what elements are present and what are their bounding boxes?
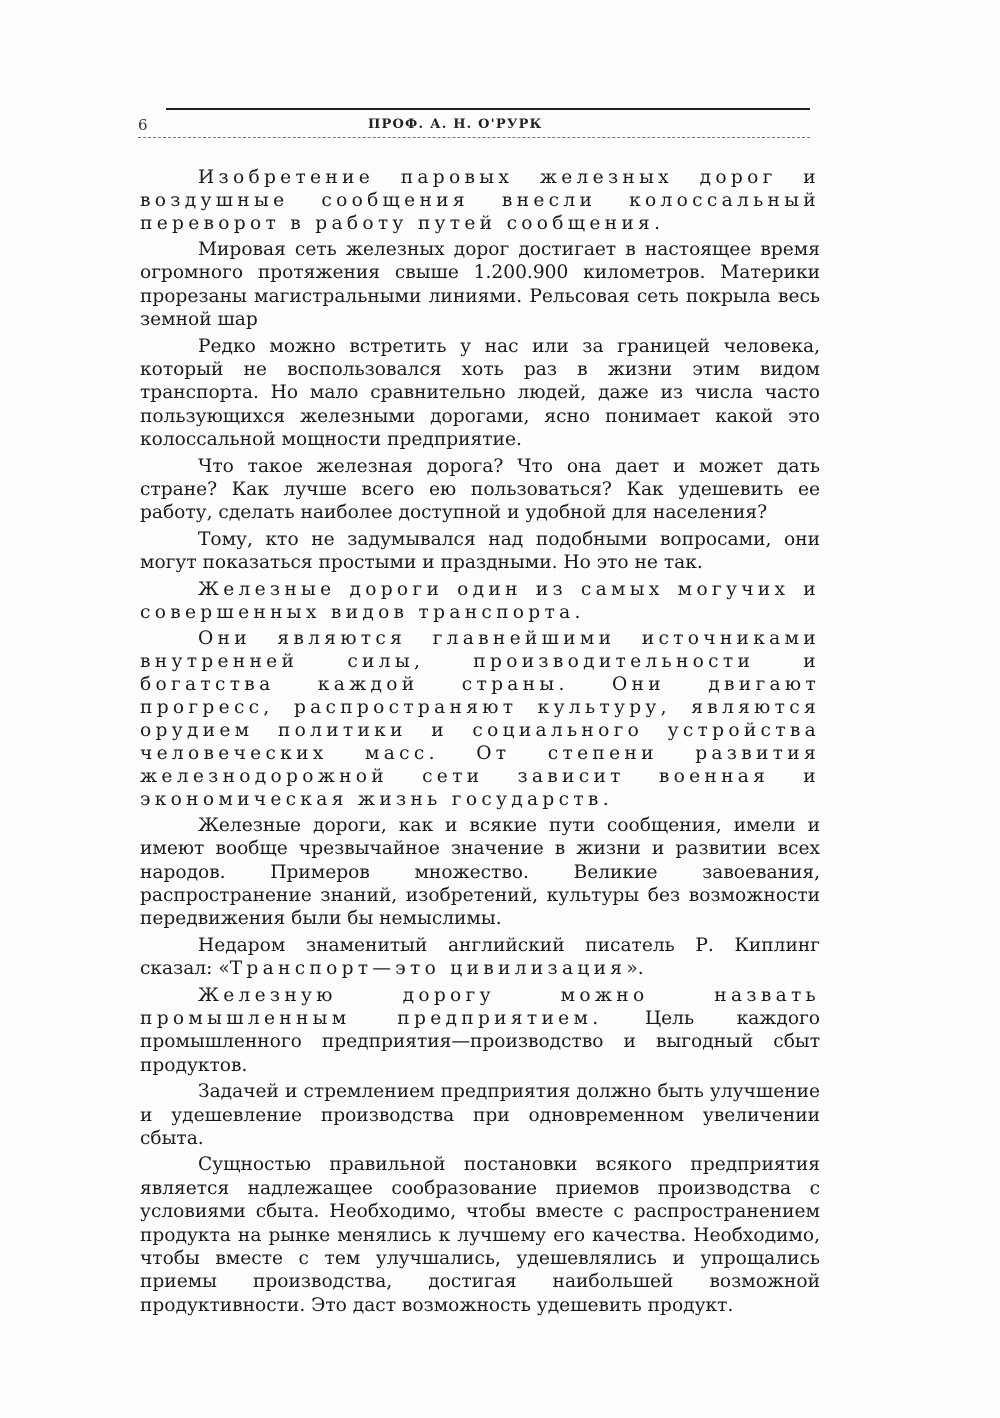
paragraph-tail: ». bbox=[626, 958, 644, 980]
header-rule-top bbox=[166, 108, 810, 110]
running-head: ПРОФ. А. Н. О'РУРК bbox=[368, 117, 543, 132]
paragraph: Изобретение паровых железных дорог и воздушные сообщения внесли колоссальный переворот в работу путей сообщения. bbox=[140, 167, 820, 234]
paragraph: Тому, кто не задумывался над подобными вопросами, они могут показаться простыми и праздными. Но это не так. bbox=[140, 528, 820, 574]
paragraph-rest: Цель каждого промышленного предприятия—производство и выгодный сбыт продуктов. bbox=[140, 1007, 820, 1076]
paragraph: Сущностью правильной постановки всякого предприятия является надлежащее сообразование приемов производства с условиями сбыта. Необходимо, чтобы вместе с распространением продукта на рынке менялись к лучшему его качества. Необходимо, чтобы вместе с тем улучшались, удешевлялись и упрощались приемы производства, достигая наибольшей возможной продуктивности. Это даст возможность удешевить продукт. bbox=[140, 1154, 820, 1316]
header-rule-bottom bbox=[138, 137, 810, 138]
paragraph: Они являются главнейшими источниками внутренней силы, производительности и богатства каждой страны. Они двигают прогресс, распространяют культуру, являются орудием политики и социального устройства человеческих масс. От степени развития железнодорожной сети зависит военная и экономическая жизнь государств. bbox=[140, 627, 820, 810]
emphasis: Железную дорогу можно назвать промышленным предприятием. bbox=[140, 984, 820, 1029]
paragraph: Что такое железная дорога? Что она дает и может дать стране? Как лучше всего ею пользоваться? Как удешевить ее работу, сделать наиболее доступной и удобной для населения? bbox=[140, 455, 820, 524]
page-number: 6 bbox=[138, 116, 148, 134]
paragraph: Железные дороги один из самых могучих и совершенных видов транспорта. bbox=[140, 578, 820, 623]
paragraph-kipling bbox=[140, 934, 820, 981]
paragraph: Редко можно встретить у нас или за границей человека, который не воспользовался хоть раз в жизни этим видом транспорта. Но мало сравнительно людей, даже из числа часто пользующихся железными дорогами, ясно понимает какой это колоссальной мощности предприятие. bbox=[140, 335, 820, 451]
paragraph-lead: Недаром знаменитый английский писатель Р. Киплинг сказал: « bbox=[140, 934, 820, 980]
paragraph: Задачей и стремлением предприятия должно быть улучшение и удешевление производства при одновременном увеличении сбыта. bbox=[140, 1081, 820, 1149]
paragraph: Железные дороги, как и всякие пути сообщения, имели и имеют вообще чрезвычайное значение в жизни и развитии всех народов. Примеров множество. Великие завоевания, распространение знаний, изобретений, культуры без возможности передвижения были бы немыслимы. bbox=[140, 814, 820, 930]
quote: Транспорт—это цивилизация bbox=[229, 958, 627, 980]
page-body bbox=[140, 166, 820, 1320]
page-header bbox=[138, 104, 810, 140]
paragraph: Мировая сеть железных дорог достигает в настоящее время огромного протяжения свыше 1.200.900 километров. Материки прорезаны магистральными линиями. Рельсовая сеть покрыла весь земной шар bbox=[140, 239, 820, 331]
paragraph-industrial bbox=[140, 984, 820, 1078]
